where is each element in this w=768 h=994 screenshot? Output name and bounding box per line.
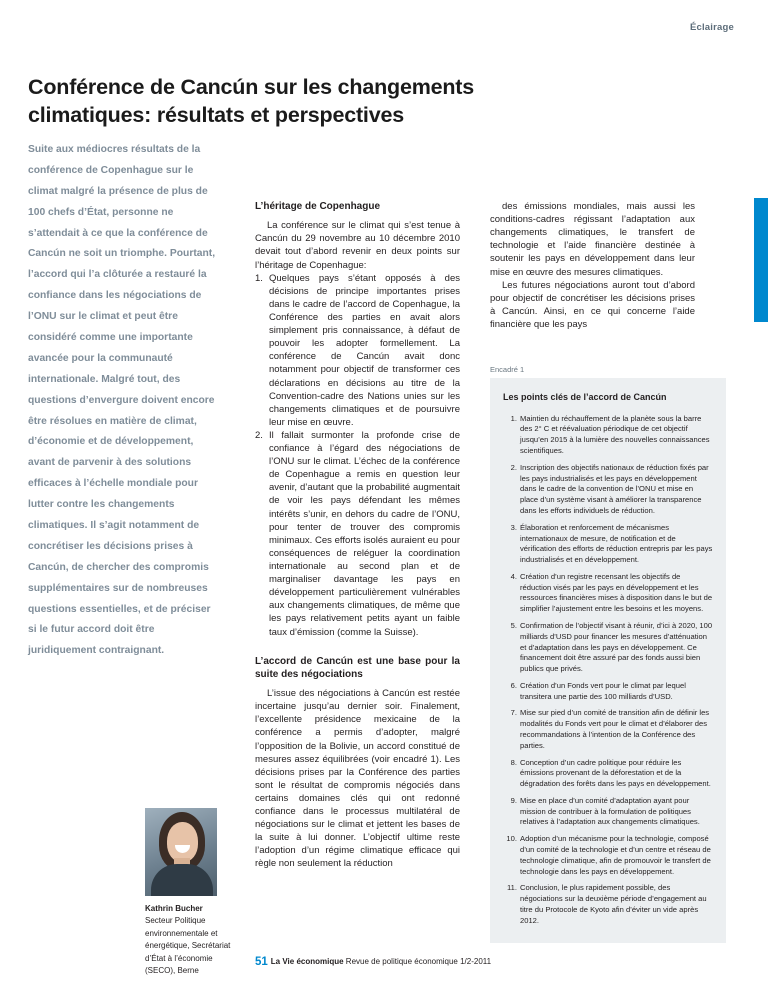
box-label: Encadré 1 [490,365,525,374]
journal-name: La Vie économique [270,957,344,966]
paragraph-accord: L’issue des négociations à Cancún est restée incertaine jusqu’au dernier soir. Finalement, l’excellente présidence mexicaine de la conférence a permis d’adopter, malgré l’opposition de la Bolivie, un accord constitué de mesures assez équilibrées (voir encadré 1). Les décisions prises par la Conférence des parties sont le résultat de compromis négociés dans certains domaines clés qui ont redonné confiance dans le processus multilatéral de négociations sur le climat et jettent les bases de la suite à lui donner. L’objectif ultime reste l’adoption d’un régime climatique efficace qui règle non seulement la réduction [255,688,460,870]
list-item: Mise en place d’un comité d’adaptation ayant pour mission de contribuer à la formulation de politiques relatives à l’adaptation aux changements climatiques. [520,795,700,827]
column-right [490,200,695,331]
paragraph-right-1: des émissions mondiales, mais aussi les conditions-cadres régissant l’adaptation aux changements climatiques, le transfert de technologie et l’aide financière destinée à soutenir les pays en développement dans leur mise en œuvre des mesures climatiques. [490,201,695,278]
page-title: Conférence de Cancún sur les changements climatiques: résultats et perspectives [28,75,475,127]
lead-paragraph: Suite aux médiocres résultats de la conférence de Copenhague sur le climat malgré la présence de plus de 100 chefs d’État, personne ne s’attendait à ce que la conférence de Cancún ne soit un triomphe. Pourtant, l’accord qui l’a clôturée a restauré la confiance dans les négociations de l’ONU sur le climat et peut être considéré comme une importante avancée pour la communauté internationale. Malgré tout, des questions d’envergure doivent encore être résolues en matière de climat, d’économie et de développement, avant de parvenir à des solutions efficaces à l’échelle mondiale pour lutter contre les changements climatiques. Il s’agit notamment de concrétiser les décisions prises à Cancún, de chercher des compromis supplémentaires sur de nombreuses questions essentielles, et de préciser si le futur accord doit être juridiquement contraignant. [28,144,216,657]
callout-box [490,378,726,943]
list-item: Adoption d’un mécanisme pour la technologie, composé d’un comité de la technologie et d’un centre et réseau de technologie climatique, afin de promouvoir le transfert de technologie dans les pays en développement. [520,834,711,876]
page-number: 51 [255,956,268,968]
heading-accord: L’accord de Cancún est une base pour la suite des négociations [255,655,460,680]
list-item: Confirmation de l’objectif visant à réunir, d’ici à 2020, 100 milliards d’USD pour financer les mesures d’atténuation et d’adaptation dans les pays en développement. Ce financement doit être assuré par des fonds aussi bien publics que privés. [520,620,713,674]
author-info [145,903,243,977]
list-item: Il fallait surmonter la profonde crise de confiance à l’égard des négociations de l’ONU sur le climat. L’échec de la conférence de Copenhague a remis en question leur avenir, d’autant que la probabilité augmentait de voir les pays défendant les mêmes intérêts s’unir, en dehors du cadre de l’ONU, pour tenter de trouver des compromis minimaux. Ces efforts isolés auraient eu pour conséquences de reléguer la coordination internationale au second plan et de marginaliser davantage les pays en développement particulièrement vulnérables aux changements climatiques, de même que les pays relativement petits ayant un faible taux d’émission (comme la Suisse). [269,429,460,638]
box-title: Les points clés de l’accord de Cancún [503,392,667,402]
list-item: Conclusion, le plus rapidement possible, des négociations sur la deuxième période d’engagement au titre du Protocole de Kyoto afin d’éviter un vide après 2012. [520,883,707,925]
box-list [503,414,713,927]
heading-heritage: L’héritage de Copenhague [255,201,381,212]
author-affiliation: Secteur Politique environnementale et énergétique, Secrétariat d’État à l’économie (SECO), Berne [145,916,231,975]
list-item: Élaboration et renforcement de mécanismes internationaux de mesure, de notification et de vérification des efforts de réduction entrepris par les pays industrialisés et en développement. [520,522,713,565]
list-item: Quelques pays s’étant opposés à des décisions de principe importantes prises dans le cadre de l’accord de Copenhague, la Conférence des parties en avait alors simplement pris connaissance, à défaut de pouvoir les adopter formellement. La conférence de Cancún avait donc notamment pour objectif de transformer ces déclarations en décisions au titre de la Convention-cadre des Nations unies sur les changements climatiques et de poursuivre leur mise en œuvre. [269,272,460,428]
list-item: Conception d’un cadre politique pour réduire les émissions provenant de la déforestation et de la dégradation des forêts dans les pays en développement. [520,757,711,789]
photo-face [167,822,198,862]
author-photo [145,808,217,896]
list-item: Maintien du réchauffement de la planète sous la barre des 2° C et réévaluation périodique de cet objectif jusqu’en 2015 à la lumière des nouvelles connaissances scientifiques. [520,413,710,456]
running-head: Éclairage [689,22,734,33]
list-item: Inscription des objectifs nationaux de réduction fixés par les pays industrialisés et les pays en développement dans le cadre de la convention de l’ONU et mise en place d’un système visant à améliorer la transparence dans les efforts individuels de réduction. [520,462,709,515]
column-middle [255,200,460,871]
page-footer [255,956,491,968]
accent-bar [754,198,768,322]
journal-issue: Revue de politique économique 1/2-2011 [345,957,492,966]
list-heritage-points [255,272,460,639]
list-item: Création d’un registre recensant les objectifs de réduction visés par les pays en développement et les ressources financières mises à disposition dans le but de simplifier l’ajustement entre les besoins et les moyens. [520,571,713,614]
paragraph-heritage-intro: La conférence sur le climat qui s’est tenue à Cancún du 29 novembre au 10 décembre 2010 devait tout d’abord revenir en deux points sur l’héritage de Copenhague: [255,220,460,271]
author-name: Kathrin Bucher [145,904,203,913]
list-item: Création d’un Fonds vert pour le climat par lequel transitera une partie des 100 milliards d’USD. [520,680,686,701]
list-item: Mise sur pied d’un comité de transition afin de définir les modalités du Fonds vert pour le climat et d’élaborer des recommandations à l’intention de la Conférence des parties. [520,708,710,750]
paragraph-right-2: Les futures négociations auront tout d’abord pour objectif de concrétiser les décisions prises à Cancún. Ainsi, en ce qui concerne l’aide financière que les pays [490,279,695,330]
